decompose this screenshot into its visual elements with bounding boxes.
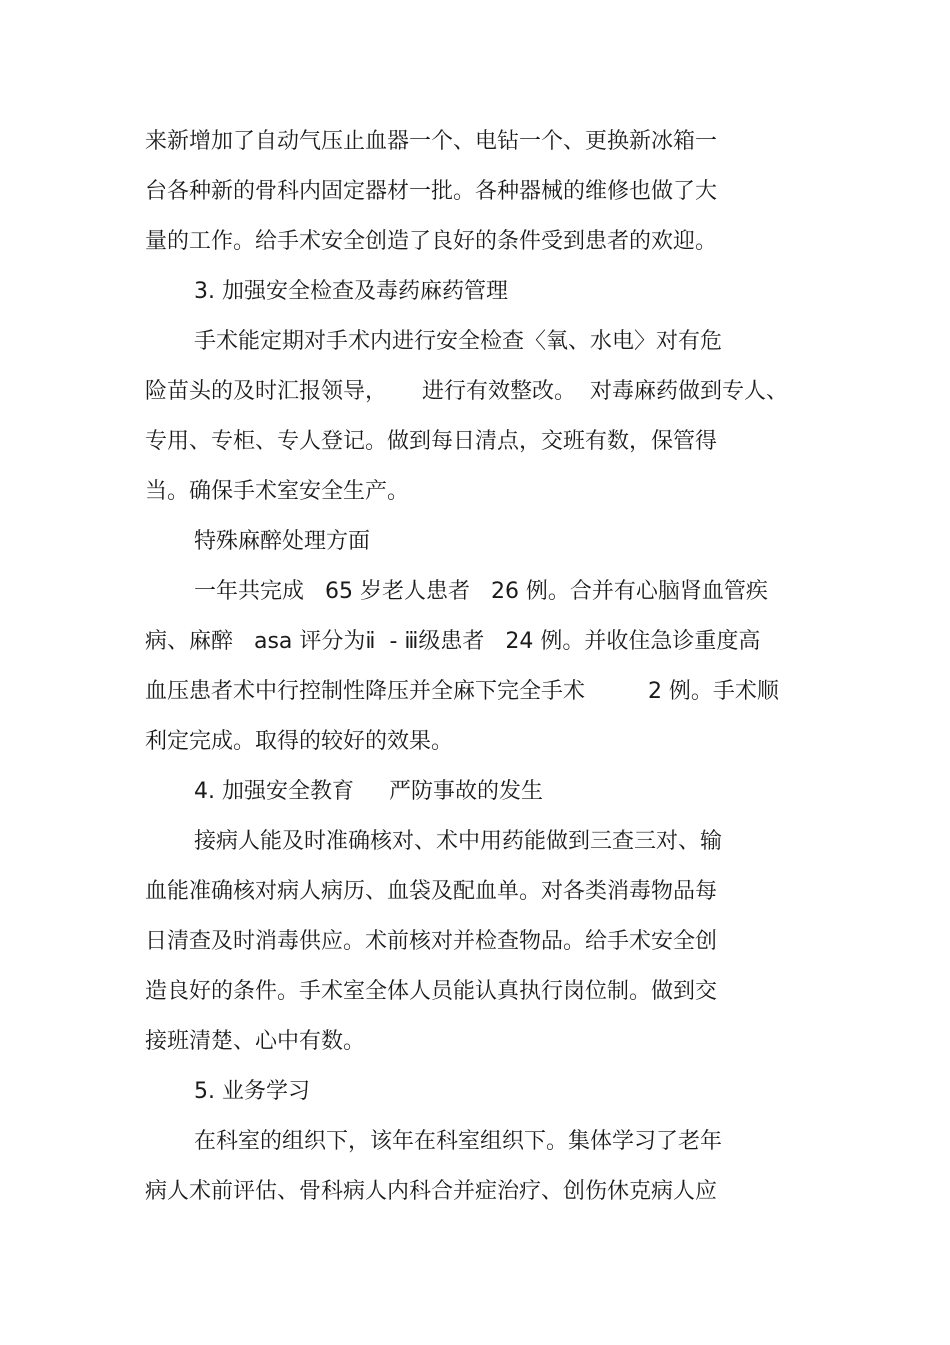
body-text-line: 当。确保手术室安全生产。 [145,479,410,504]
body-text-line: 险苗头的及时汇报领导， 进行有效整改。 对毒麻药做到专人、 [145,379,788,404]
body-text-line: 病、麻醉 asa 评分为ⅱ - ⅲ级患者 24 例。并收住急诊重度高 [145,629,761,654]
body-text-line: 来新增加了自动气压止血器一个、电钻一个、更换新冰箱一 [145,129,718,154]
body-text-line: 血压患者术中行控制性降压并全麻下完全手术 2 例。手术顺 [145,679,779,704]
section-heading: 3. 加强安全检查及毒药麻药管理 [194,279,508,304]
subsection-heading: 特殊麻醉处理方面 [194,529,371,554]
section-heading: 5. 业务学习 [194,1079,310,1104]
body-text-line: 血能准确核对病人病历、血袋及配血单。对各类消毒物品每 [145,879,718,904]
body-text-line: 量的工作。给手术安全创造了良好的条件受到患者的欢迎。 [145,229,718,254]
body-text-line: 利定完成。取得的较好的效果。 [145,729,454,754]
body-text-line: 台各种新的骨科内固定器材一批。各种器械的维修也做了大 [145,179,718,204]
paragraph-first-line: 在科室的组织下，该年在科室组织下。集体学习了老年 [194,1129,723,1154]
paragraph-first-line: 一年共完成 65 岁老人患者 26 例。合并有心脑肾血管疾 [194,579,768,604]
body-text-line: 日清查及时消毒供应。术前核对并检查物品。给手术安全创 [145,929,718,954]
body-text-line: 专用、专柜、专人登记。做到每日清点，交班有数，保管得 [145,429,718,454]
body-text-line: 病人术前评估、骨科病人内科合并症治疗、创伤休克病人应 [145,1179,718,1204]
paragraph-first-line: 接病人能及时准确核对、术中用药能做到三查三对、输 [194,829,723,854]
body-text-line: 接班清楚、心中有数。 [145,1029,366,1054]
section-heading: 4. 加强安全教育 严防事故的发生 [194,779,543,804]
body-text-line: 造良好的条件。手术室全体人员能认真执行岗位制。做到交 [145,979,718,1004]
paragraph-first-line: 手术能定期对手术内进行安全检查〈氧、水电〉对有危 [194,329,723,354]
